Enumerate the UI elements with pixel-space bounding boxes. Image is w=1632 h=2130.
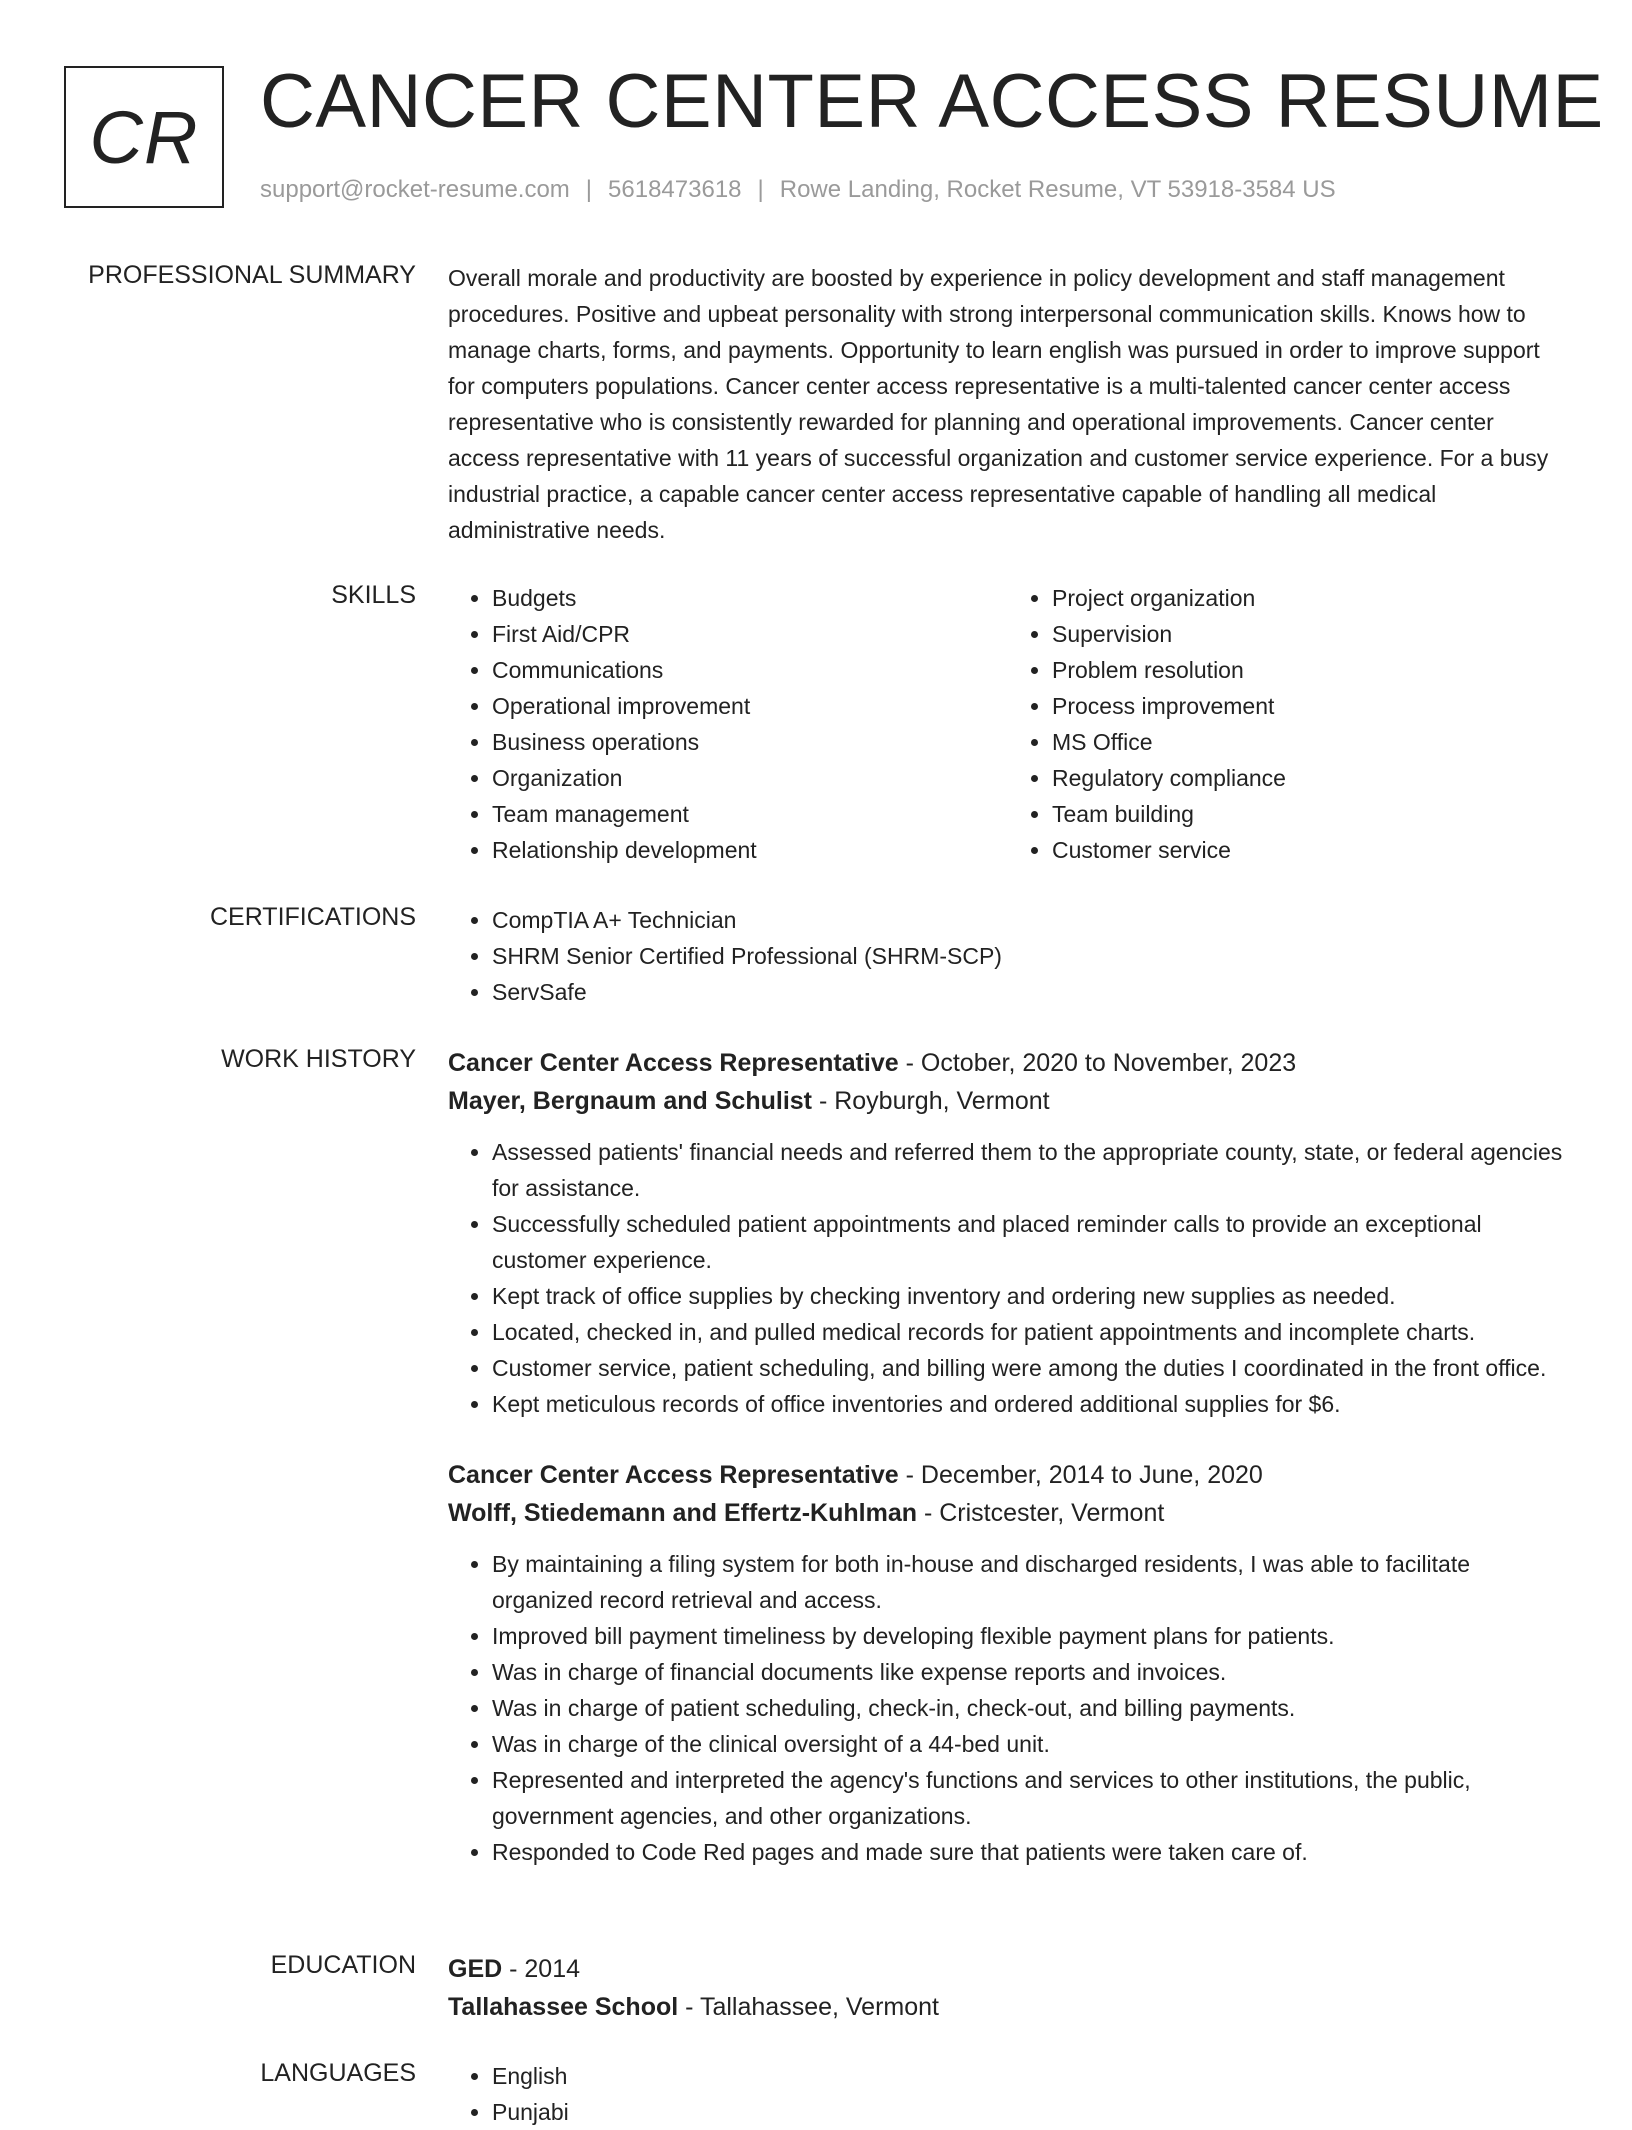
job-title-line (448, 1044, 1568, 1082)
job-company: Wolff, Stiedemann and Effertz-Kuhlman (448, 1499, 917, 1527)
section-label-summary: PROFESSIONAL SUMMARY (88, 261, 416, 289)
skill-item: • Process improvement (1052, 688, 1568, 724)
job-company-line (448, 1494, 1568, 1532)
skill-item: • Problem resolution (1052, 652, 1568, 688)
job-location: - Cristcester, Vermont (917, 1499, 1165, 1527)
certification-item: • CompTIA A+ Technician (492, 902, 1568, 938)
contact-separator: | (585, 176, 593, 203)
education-degree-line (448, 1950, 1568, 1988)
job-bullet: • Was in charge of financial documents like expense reports and invoices. (492, 1654, 1568, 1690)
job-bullet: • By maintaining a filing system for both in-house and discharged residents, I was able to facilitate organized record retrieval and access. (492, 1546, 1568, 1618)
skill-item: • Organization (492, 760, 1008, 796)
section-label-education: EDUCATION (270, 1951, 416, 1979)
education-year: - 2014 (502, 1955, 581, 1983)
section-label-certifications: CERTIFICATIONS (209, 903, 416, 931)
languages-content (448, 2058, 1568, 2130)
resume-title: CANCER CENTER ACCESS RESUME (260, 59, 1604, 144)
job-bullet: • Customer service, patient scheduling, and billing were among the duties I coordinated in the front office. (492, 1350, 1568, 1386)
skill-item: • Regulatory compliance (1052, 760, 1568, 796)
job-bullet: • Responded to Code Red pages and made sure that patients were taken care of. (492, 1834, 1568, 1870)
skill-item: • Communications (492, 652, 1008, 688)
job-entry (448, 1044, 1568, 1422)
job-bullet: • Improved bill payment timeliness by developing flexible payment plans for patients. (492, 1618, 1568, 1654)
contact-separator: | (757, 176, 764, 203)
job-dates: - December, 2014 to June, 2020 (898, 1461, 1263, 1489)
skills-list-right (1008, 580, 1568, 868)
education-degree: GED (448, 1955, 503, 1983)
job-bullet: • Successfully scheduled patient appointments and placed reminder calls to provide an exceptional customer experience. (492, 1206, 1568, 1278)
skill-item: • Customer service (1052, 832, 1568, 868)
job-dates: - October, 2020 to November, 2023 (898, 1049, 1297, 1077)
education-content (448, 1950, 1568, 2026)
contact-phone: 5618473618 (608, 176, 742, 203)
job-bullet: • Represented and interpreted the agency's functions and services to other institutions, the public, government agencies, and other organizations. (492, 1762, 1568, 1834)
job-title-line (448, 1456, 1568, 1494)
job-bullet: • Was in charge of the clinical oversight of a 44-bed unit. (492, 1726, 1568, 1762)
contact-email: support@rocket-resume.com (260, 176, 570, 203)
summary-text: Overall morale and productivity are boosted by experience in policy development and staff management procedures. Positive and upbeat personality with strong interpersonal communication skills. Knows how to manage charts, forms, and payments. Opportunity to learn english was pursued in order to improve support for computers populations. Cancer center access representative is a multi-talented cancer center access representative who is consistently rewarded for planning and operational improvements. Cancer center access representative with 11 years of successful organization and customer service experience. For a busy industrial practice, a capable cancer center access representative capable of handling all medical administrative needs. (448, 265, 1549, 543)
job-bullet: • Kept meticulous records of office inventories and ordered additional supplies for $6. (492, 1386, 1568, 1422)
skill-item: • MS Office (1052, 724, 1568, 760)
job-bullet: • Located, checked in, and pulled medical records for patient appointments and incomplete charts. (492, 1314, 1568, 1350)
section-label-work-history: WORK HISTORY (221, 1045, 416, 1073)
work-history-content (448, 1044, 1568, 1904)
skills-list-left (448, 580, 1008, 868)
job-title: Cancer Center Access Representative (448, 1461, 899, 1489)
job-bullet: • Assessed patients' financial needs and referred them to the appropriate county, state, or federal agencies for assistance. (492, 1134, 1568, 1206)
language-item: • English (492, 2058, 1568, 2094)
section-label-skills: SKILLS (331, 581, 416, 609)
skill-item: • Supervision (1052, 616, 1568, 652)
job-bullets (448, 1134, 1568, 1422)
job-bullet: • Was in charge of patient scheduling, check-in, check-out, and billing payments. (492, 1690, 1568, 1726)
job-location: - Royburgh, Vermont (812, 1087, 1050, 1115)
monogram-badge (64, 66, 224, 208)
skill-item: • Team building (1052, 796, 1568, 832)
skill-item: • Relationship development (492, 832, 1008, 868)
education-location: - Tallahassee, Vermont (678, 1993, 939, 2021)
section-label-languages: LANGUAGES (260, 2059, 416, 2087)
education-school: Tallahassee School (448, 1993, 679, 2021)
job-company: Mayer, Bergnaum and Schulist (448, 1087, 812, 1115)
skills-content (448, 580, 1568, 868)
languages-list (448, 2058, 1568, 2130)
education-school-line (448, 1988, 1568, 2026)
certification-item: • SHRM Senior Certified Professional (SHRM-SCP) (492, 938, 1568, 974)
job-title: Cancer Center Access Representative (448, 1049, 899, 1077)
skill-item: • Budgets (492, 580, 1008, 616)
certifications-content (448, 902, 1568, 1010)
job-company-line (448, 1082, 1568, 1120)
skill-item: • Team management (492, 796, 1008, 832)
contact-address: Rowe Landing, Rocket Resume, VT 53918-3584 US (779, 176, 1336, 203)
summary-content (448, 260, 1568, 548)
contact-line (260, 176, 1336, 204)
job-entry (448, 1456, 1568, 1870)
language-item: • Punjabi (492, 2094, 1568, 2130)
skill-item: • Project organization (1052, 580, 1568, 616)
skill-item: • Operational improvement (492, 688, 1008, 724)
certifications-list (448, 902, 1568, 1010)
job-bullets (448, 1546, 1568, 1870)
monogram-text: CR (89, 95, 199, 179)
skill-item: • First Aid/CPR (492, 616, 1008, 652)
job-bullet: • Kept track of office supplies by checking inventory and ordering new supplies as needed. (492, 1278, 1568, 1314)
skill-item: • Business operations (492, 724, 1008, 760)
certification-item: • ServSafe (492, 974, 1568, 1010)
